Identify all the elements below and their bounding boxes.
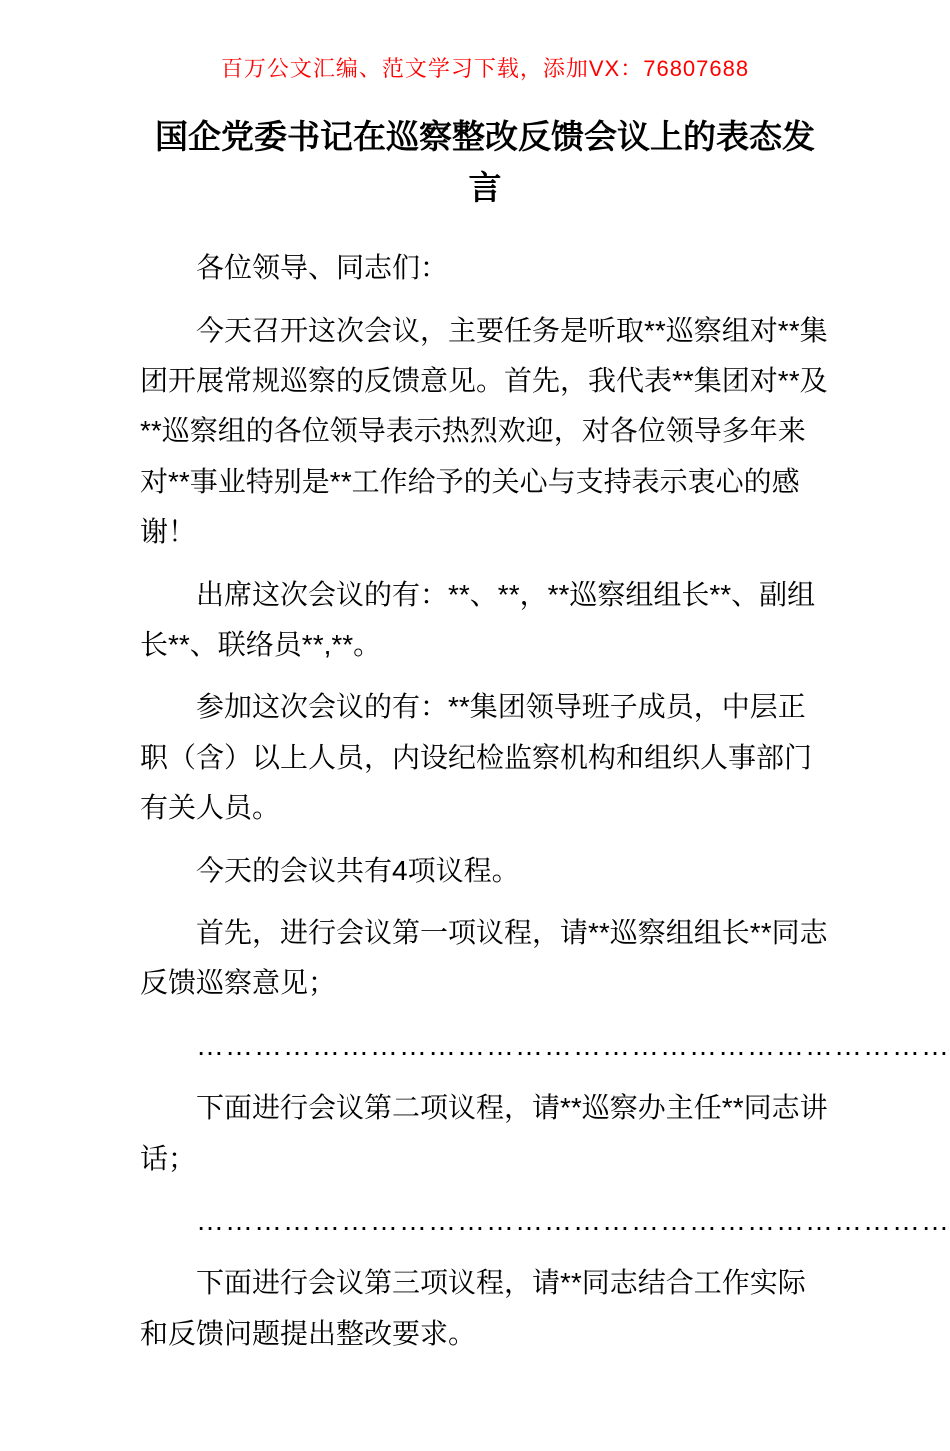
paragraph-salutation: 各位领导、同志们： — [196, 252, 449, 284]
dotted-separator: …………………………………………………………………… — [196, 1029, 950, 1061]
paragraph: 下面进行会议第三项议程，请**同志结合工作实际和反馈问题提出整改要求。 — [140, 1267, 806, 1349]
paragraph: 出席这次会议的有：**、**，**巡察组组长**、副组长**、联络员**,**。 — [140, 578, 816, 661]
document-title: 国企党委书记在巡察整改反馈会议上的表态发言 — [155, 118, 815, 207]
paragraph: 今天的会议共有4项议程。 — [196, 854, 520, 886]
document-body — [140, 243, 950, 1359]
dotted-separator: …………………………………………………………………… — [196, 1204, 950, 1236]
header-notice: 百万公文汇编、范文学习下载，添加VX：76807688 — [220, 56, 750, 81]
paragraph: 参加这次会议的有：**集团领导班子成员，中层正职（含）以上人员，内设纪检监察机构和组织人事部门有关人员。 — [140, 691, 813, 824]
paragraph: 下面进行会议第二项议程，请**巡察办主任**同志讲话； — [140, 1092, 828, 1174]
paragraph: 首先，进行会议第一项议程，请**巡察组组长**同志反馈巡察意见； — [140, 916, 828, 999]
paragraph: 今天召开这次会议，主要任务是听取**巡察组对**集团开展常规巡察的反馈意见。首先，我代表**集团对**及**巡察组的各位领导表示热烈欢迎，对各位领导多年来对**事业特别是**工作给予的关心与支持表示衷心的感谢！ — [140, 314, 828, 548]
